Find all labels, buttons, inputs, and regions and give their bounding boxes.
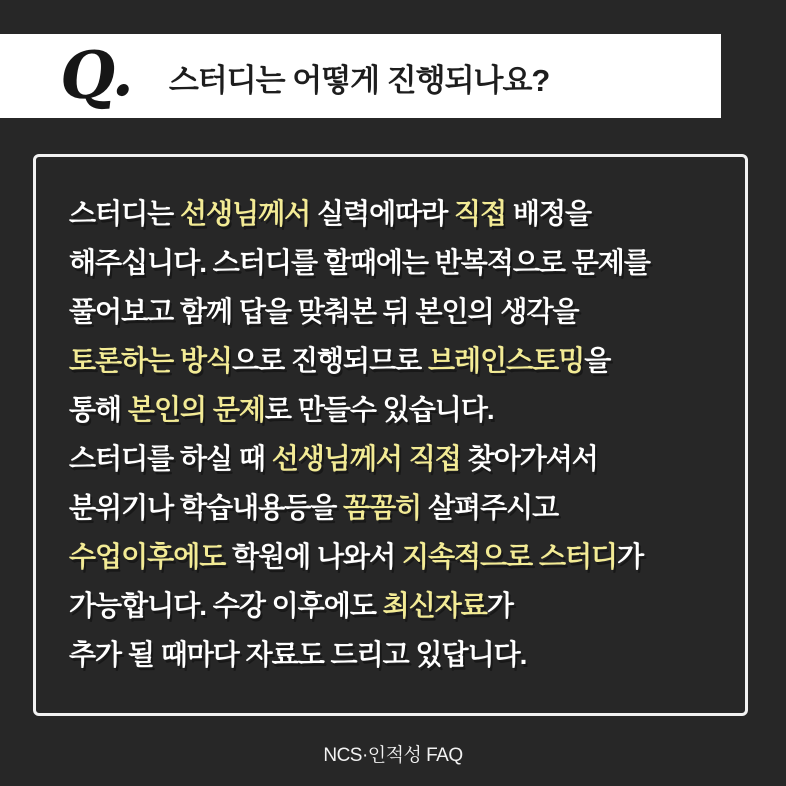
body-text-segment: 추가 될 때마다 자료도 드리고 있답니다. bbox=[69, 639, 527, 670]
body-text-segment: 스터디를 하실 때 bbox=[69, 443, 272, 474]
body-text-segment: 통해 bbox=[69, 394, 128, 425]
highlighted-text: 브레인스토밍 bbox=[427, 345, 585, 376]
body-line bbox=[69, 336, 715, 385]
body-text-segment: 가 bbox=[486, 590, 513, 621]
body-text-segment: 찾아가셔서 bbox=[460, 443, 598, 474]
body-text-segment: 실력에따라 bbox=[310, 198, 455, 229]
highlighted-text: 토론하는 방식 bbox=[69, 345, 233, 376]
body-text-segment: 로 만들수 있습니다. bbox=[264, 394, 494, 425]
body-text-segment: 스터디는 bbox=[69, 198, 180, 229]
highlighted-text: 본인의 문제 bbox=[127, 394, 265, 425]
highlighted-text: 최신자료 bbox=[382, 590, 487, 621]
body-line bbox=[69, 189, 715, 238]
body-text-segment: 살펴주시고 bbox=[421, 492, 559, 523]
body-text-segment: 으로 진행되므로 bbox=[232, 345, 428, 376]
highlighted-text: 꼼꼼히 bbox=[343, 492, 422, 523]
answer-card bbox=[33, 154, 748, 716]
footer-caption: NCS·인적성 FAQ bbox=[323, 745, 463, 766]
body-line bbox=[69, 385, 715, 434]
body-line bbox=[69, 581, 715, 630]
body-line bbox=[69, 434, 715, 483]
body-text-segment: 해주십니다. 스터디를 할때에는 반복적으로 문제를 bbox=[69, 247, 650, 278]
body-text-segment: 풀어보고 함께 답을 맞춰본 뒤 본인의 생각을 bbox=[69, 296, 579, 327]
body-lines bbox=[36, 157, 745, 679]
body-line bbox=[69, 630, 715, 679]
highlighted-text: 선생님께서 직접 bbox=[271, 443, 461, 474]
body-line bbox=[69, 483, 715, 532]
question-text: 스터디는 어떻게 진행되나요? bbox=[168, 62, 550, 98]
body-text-segment: 배정을 bbox=[506, 198, 592, 229]
body-text-segment: 을 bbox=[584, 345, 611, 376]
highlighted-text: 직접 bbox=[454, 198, 507, 229]
body-line bbox=[69, 287, 715, 336]
body-line bbox=[69, 532, 715, 581]
body-text-segment: 가능합니다. 수강 이후에도 bbox=[69, 590, 383, 621]
q-letter-mark: Q. bbox=[57, 35, 134, 116]
highlighted-text: 선생님께서 bbox=[179, 198, 311, 229]
highlighted-text: 지속적으로 스터디 bbox=[401, 541, 618, 572]
highlighted-text: 수업이후에도 bbox=[69, 541, 226, 572]
question-header bbox=[0, 34, 721, 118]
body-text-segment: 가 bbox=[617, 541, 644, 572]
body-text-segment: 분위기나 학습내용등을 bbox=[69, 492, 344, 523]
body-text-segment: 학원에 나와서 bbox=[225, 541, 402, 572]
body-line bbox=[69, 238, 715, 287]
